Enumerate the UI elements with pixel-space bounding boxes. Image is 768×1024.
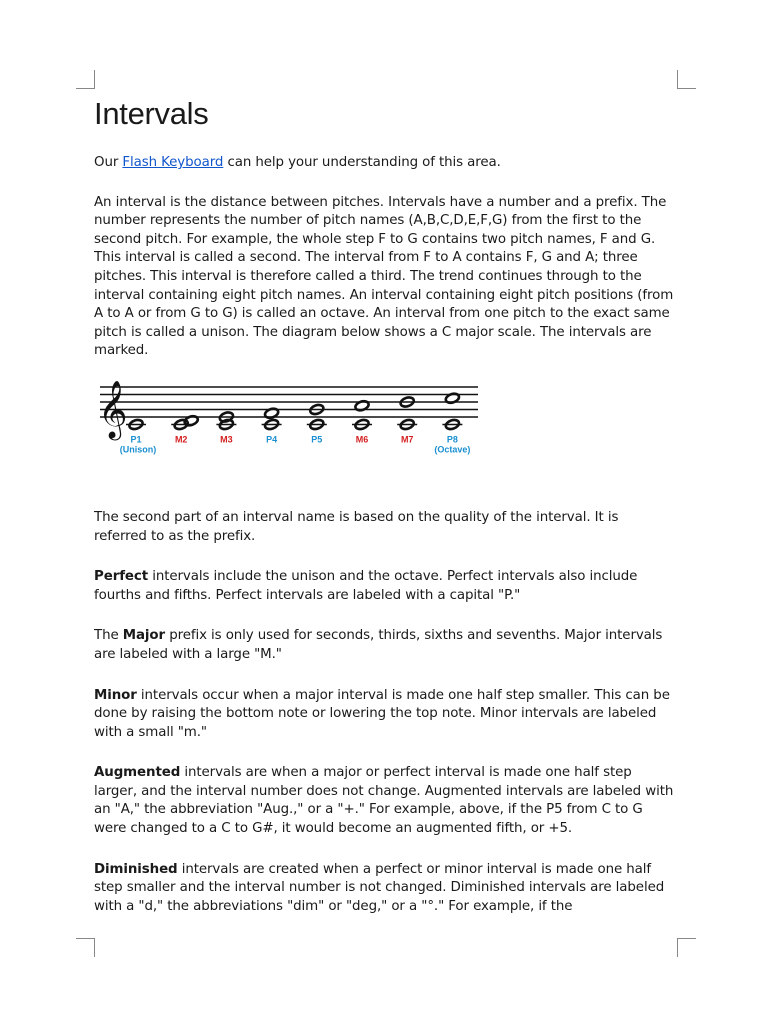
interval-sublabel: (Unison) [119, 444, 157, 455]
page-title: Intervals [94, 96, 209, 131]
interval-label: M7 [400, 434, 414, 445]
crop-mark-top-right [677, 70, 696, 89]
crop-mark-bottom-right [677, 938, 696, 957]
augmented-paragraph [94, 764, 674, 838]
interval-label: P8 [446, 434, 458, 445]
intro-paragraph [94, 154, 674, 173]
augmented-term: Augmented [94, 765, 181, 781]
interval-definition-paragraph: An interval is the distance between pitches. Intervals have a number and a prefix. The number represents the number of pitch names (A,B,C,D,E,F,G) from the first to the second pitch. For example, the whole step F to G contains two pitch names, F and G. This interval is called a second. The interval from F to A contains F, G and A; three pitches. This interval is therefore called a third. The trend continues through to the interval containing eight pitch names. An interval containing eight pitch positions (from A to A or from G to G) is called an octave. An interval from one pitch to the exact same pitch is called a unison. The diagram below shows a C major scale. The intervals are marked. [94, 194, 674, 359]
c-major-scale-diagram [96, 381, 482, 481]
diminished-paragraph [94, 861, 674, 917]
interval-label: P4 [266, 434, 278, 445]
minor-text: intervals occur when a major interval is made one half step smaller. This can be done by raising the bottom note or lowering the top note. Minor intervals are labeled with a small "m." [94, 687, 670, 740]
crop-mark-bottom-left [76, 938, 95, 957]
interval-label: P5 [311, 434, 323, 445]
major-paragraph [94, 627, 674, 664]
minor-paragraph [94, 687, 674, 743]
document-body [94, 88, 674, 916]
interval-sublabel: (Octave) [434, 444, 471, 455]
major-prefix-text: The [94, 628, 123, 644]
flash-keyboard-link[interactable]: Flash Keyboard [122, 155, 224, 170]
major-text: prefix is only used for seconds, thirds, sixths and sevenths. Major intervals are labeled with a large "M." [94, 628, 663, 662]
prefix-paragraph: The second part of an interval name is based on the quality of the interval. It is referred to as the prefix. [94, 509, 619, 544]
major-term: Major [122, 628, 166, 644]
intro-text-before: Our [94, 155, 123, 170]
interval-label: M2 [174, 434, 188, 445]
diminished-term: Diminished [94, 861, 178, 877]
minor-term: Minor [94, 687, 137, 703]
perfect-term: Perfect [94, 569, 149, 585]
interval-label: M3 [220, 434, 233, 445]
interval-label: P1 [130, 434, 142, 445]
perfect-paragraph [94, 568, 674, 605]
augmented-text: intervals are when a major or perfect interval is made one half step larger, and the interval number does not change. Augmented intervals are labeled with an "A," the abbreviation "Aug.," or a "+." For example, above, if the P5 from C to G were changed to a C to G#, it would become an augmented fifth, or +5. [94, 765, 674, 837]
intro-text-after: can help your understanding of this area. [223, 155, 501, 170]
treble-clef-icon: 𝄞 [98, 380, 128, 438]
perfect-text: intervals include the unison and the octave. Perfect intervals also include fourths and fifths. Perfect intervals are labeled with a capital "P." [94, 569, 638, 603]
crop-mark-top-left [76, 70, 95, 89]
interval-label: M6 [355, 434, 369, 445]
diminished-text: intervals are created when a perfect or minor interval is made one half step smaller and the interval number is not changed. Diminished intervals are labeled with a "d," the abbreviations "dim" or "deg," or a "°." For example, if the [94, 861, 665, 914]
